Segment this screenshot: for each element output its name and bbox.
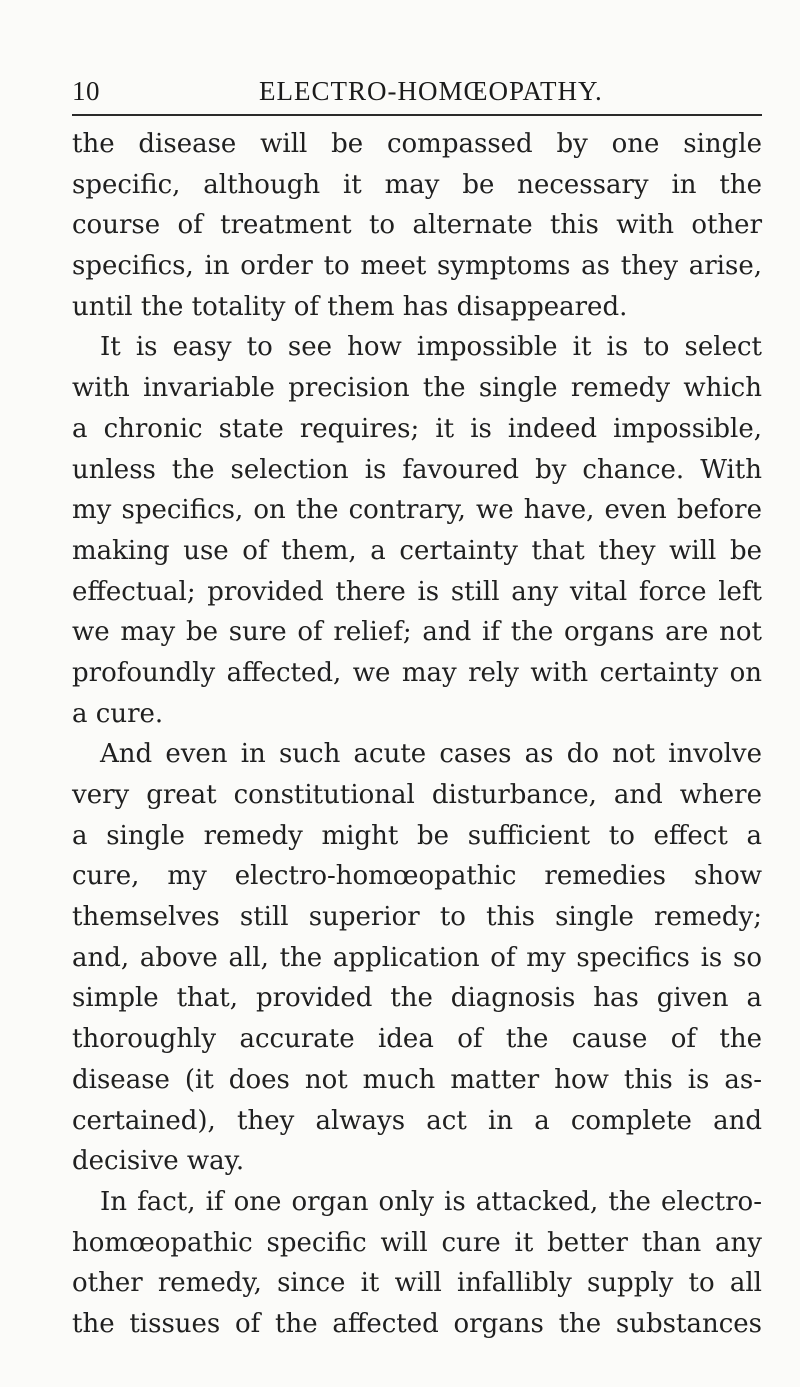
text-line: course of treatment to alternate this with other bbox=[72, 210, 762, 241]
text-line: a chronic state requires; it is indeed impossible, bbox=[72, 413, 762, 444]
text-line: until the totality of them has disappeared. bbox=[72, 291, 628, 322]
text-line: very great constitutional disturbance, and where bbox=[72, 780, 762, 810]
text-line: we may be sure of relief; and if the organs are not bbox=[72, 617, 762, 648]
body-text bbox=[72, 124, 762, 1345]
text-line: profoundly affected, we may rely with certainty on bbox=[72, 657, 762, 688]
text-line: homœopathic specific will cure it better than any bbox=[72, 1227, 762, 1258]
text-line: specifics, in order to meet symptoms as they arise, bbox=[72, 251, 762, 282]
text-line: unless the selection is favoured by chance. With bbox=[72, 454, 762, 485]
paragraph-first-line: It is easy to see how impossible it is to select bbox=[100, 332, 762, 363]
text-line: a cure. bbox=[72, 698, 164, 729]
text-line: with invariable precision the single remedy which bbox=[72, 373, 762, 404]
text-line: a single remedy might be sufficient to effect a bbox=[72, 820, 762, 851]
text-line: effectual; provided there is still any vital force left bbox=[72, 576, 762, 607]
text-line: disease (it does not much matter how this is as- bbox=[72, 1064, 762, 1095]
paragraph-first-line: And even in such acute cases as do not involve bbox=[100, 739, 762, 770]
running-title: ELECTRO-HOMŒOPATHY. bbox=[259, 76, 603, 106]
paragraph-first-line: In fact, if one organ only is attacked, the electro- bbox=[100, 1186, 762, 1217]
text-line: my specifics, on the contrary, we have, even before bbox=[72, 495, 762, 526]
text-line: the tissues of the affected organs the substances bbox=[72, 1308, 762, 1339]
text-line: simple that, provided the diagnosis has given a bbox=[72, 983, 762, 1014]
text-line: the disease will be compassed by one single bbox=[72, 129, 762, 159]
text-line: and, above all, the application of my specifics is so bbox=[72, 942, 762, 973]
text-line: making use of them, a certainty that they will be bbox=[72, 535, 762, 566]
text-line: cure, my electro-homœopathic remedies show bbox=[72, 861, 762, 892]
header-rule bbox=[72, 114, 762, 116]
running-head bbox=[72, 76, 762, 110]
text-line: themselves still superior to this single remedy; bbox=[72, 902, 762, 933]
text-line: certained), they always act in a complete and bbox=[72, 1105, 762, 1136]
text-line: specific, although it may be necessary in the bbox=[72, 169, 762, 200]
page-number: 10 bbox=[72, 76, 100, 106]
text-line: decisive way. bbox=[72, 1146, 245, 1177]
text-line: thoroughly accurate idea of the cause of the bbox=[72, 1024, 762, 1055]
text-line: other remedy, since it will infallibly supply to all bbox=[72, 1268, 762, 1299]
